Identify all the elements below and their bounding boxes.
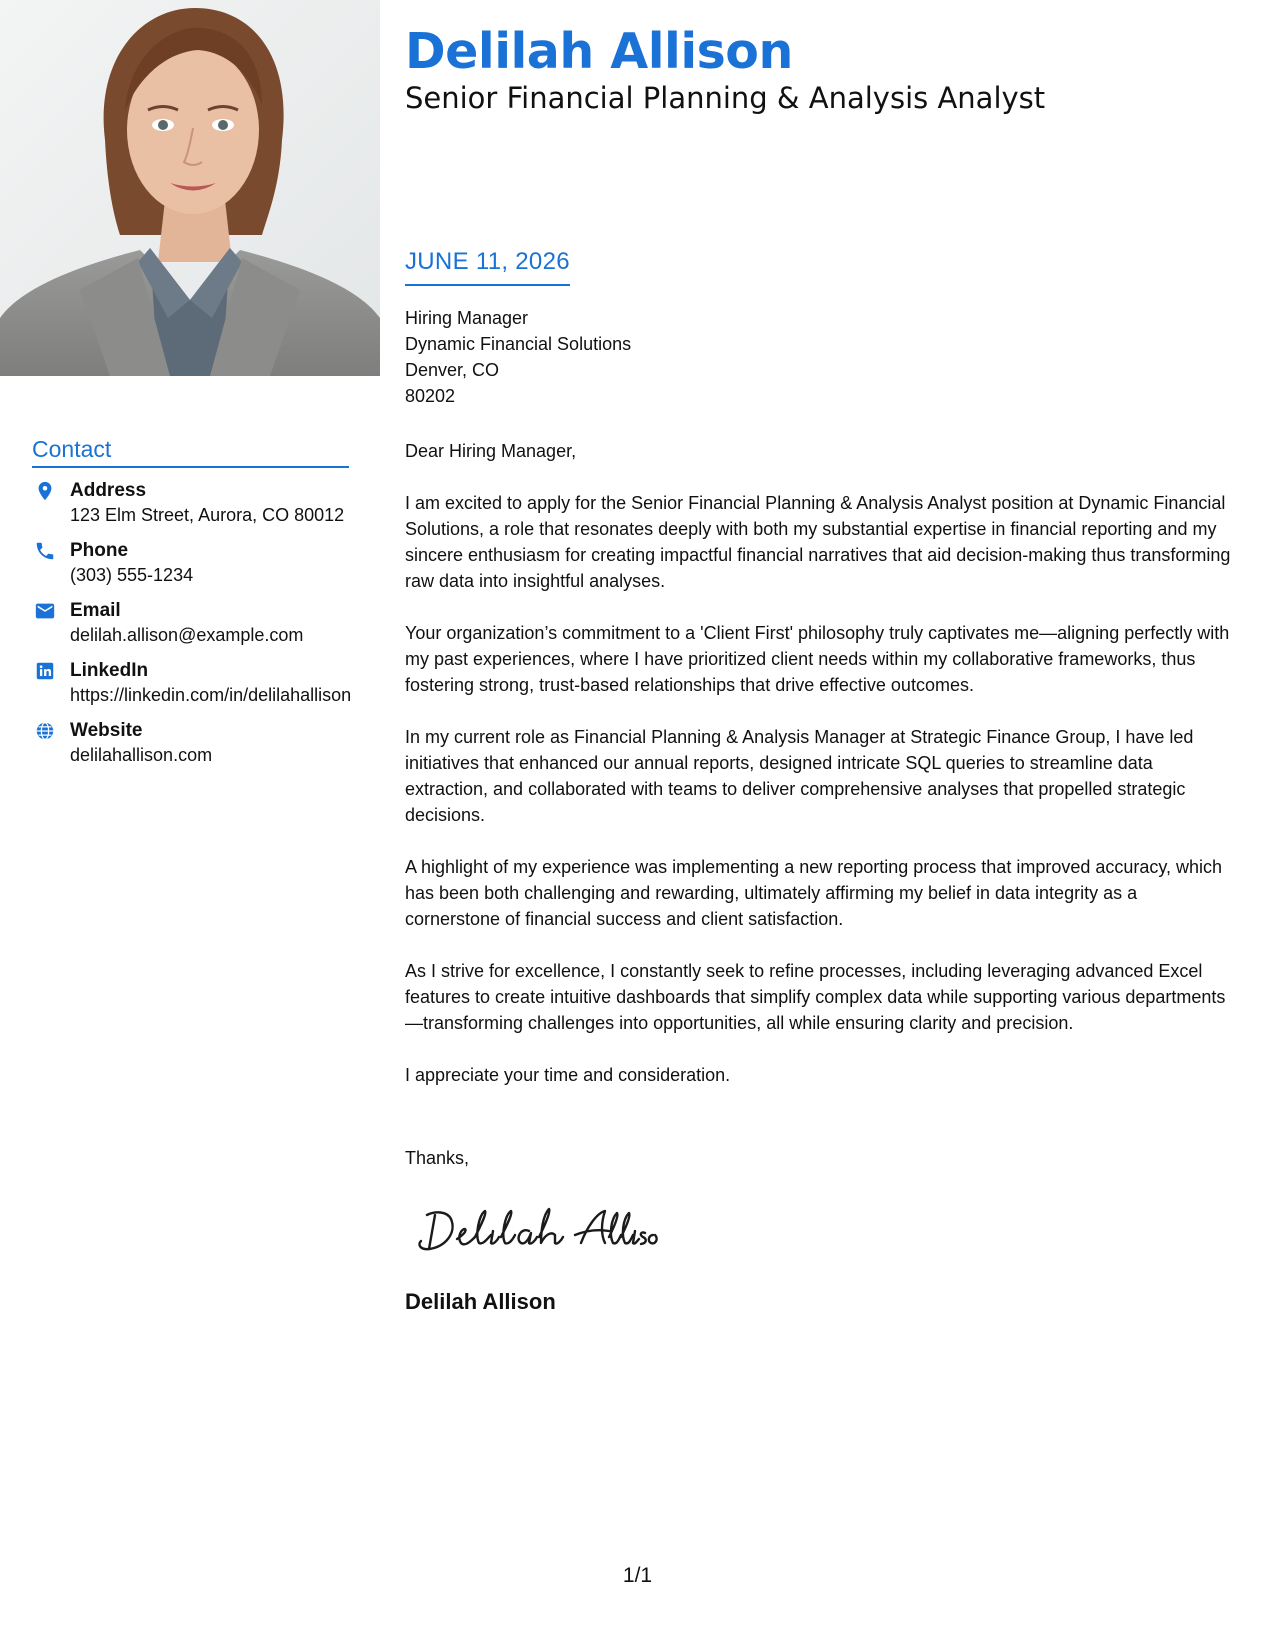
envelope-icon bbox=[34, 600, 56, 622]
contact-item-address bbox=[32, 478, 352, 528]
date-underline bbox=[405, 284, 570, 286]
contact-list bbox=[32, 478, 352, 778]
contact-label: LinkedIn bbox=[70, 660, 149, 681]
contact-item-phone bbox=[32, 538, 352, 588]
salutation: Dear Hiring Manager, bbox=[405, 441, 577, 461]
signer-name: Delilah Allison bbox=[405, 1289, 556, 1314]
phone-value: (303) 555-1234 bbox=[70, 565, 194, 585]
letter-body bbox=[405, 438, 1235, 1114]
job-title: Senior Financial Planning & Analysis Analyst bbox=[405, 81, 1046, 115]
contact-label: Website bbox=[70, 720, 143, 741]
letter-paragraph: I am excited to apply for the Senior Financial Planning & Analysis Analyst position at Dynamic Financial Solutions, a role that resonates deeply with both my substantial expertise in financial reporting and my sincere enthusiasm for creating impactful financial narratives that aid decision-making thus transforming raw data into insightful analyses. bbox=[405, 493, 1231, 591]
contact-item-linkedin bbox=[32, 658, 352, 708]
globe-icon bbox=[34, 720, 56, 742]
contact-heading: Contact bbox=[32, 436, 112, 462]
email-value[interactable]: delilah.allison@example.com bbox=[70, 625, 304, 645]
contact-item-email bbox=[32, 598, 352, 648]
profile-photo bbox=[0, 0, 380, 376]
closing: Thanks, bbox=[405, 1148, 470, 1168]
contact-label: Address bbox=[70, 480, 147, 501]
candidate-name: Delilah Allison bbox=[405, 23, 793, 80]
contact-item-website bbox=[32, 718, 352, 768]
letter-paragraph: A highlight of my experience was implementing a new reporting process that improved accuracy, which has been both challenging and rewarding, ultimately affirming my belief in data integrity as a cornerstone of financial success and client satisfaction. bbox=[405, 857, 1223, 929]
recipient-line: Denver, CO bbox=[405, 360, 500, 380]
letter-date: JUNE 11, 2026 bbox=[405, 248, 570, 275]
phone-icon bbox=[34, 540, 56, 562]
contact-label: Phone bbox=[70, 540, 129, 561]
letter-paragraph: In my current role as Financial Planning & Analysis Manager at Strategic Finance Group, I have led initiatives that enhanced our annual reports, designed intricate SQL queries to streamline data extraction, and collaborated with teams to deliver comprehensive analyses that propelled strategic decisions. bbox=[405, 727, 1194, 825]
recipient-line: 80202 bbox=[405, 386, 456, 406]
recipient-block bbox=[405, 305, 631, 409]
recipient-line: Hiring Manager bbox=[405, 308, 529, 328]
linkedin-value[interactable]: https://linkedin.com/in/delilahallison bbox=[70, 685, 352, 705]
handwritten-signature bbox=[405, 1195, 665, 1265]
address-value: 123 Elm Street, Aurora, CO 80012 bbox=[70, 505, 345, 525]
location-pin-icon bbox=[34, 480, 56, 502]
letter-paragraph: As I strive for excellence, I constantly seek to refine processes, including leveraging advanced Excel features to create intuitive dashboards that simplify complex data while supporting various departments—transforming challenges into opportunities, all while ensuring clarity and precision. bbox=[405, 961, 1226, 1033]
letter-paragraph: Your organization’s commitment to a 'Client First' philosophy truly captivates me—aligning perfectly with my past experiences, where I have prioritized client needs within my collaborative frameworks, thus fostering strong, trust-based relationships that drive effective outcomes. bbox=[405, 623, 1230, 695]
contact-underline bbox=[32, 466, 349, 468]
website-value[interactable]: delilahallison.com bbox=[70, 745, 213, 765]
linkedin-icon bbox=[34, 660, 56, 682]
header bbox=[405, 20, 1235, 116]
recipient-line: Dynamic Financial Solutions bbox=[405, 334, 632, 354]
letter-paragraph: I appreciate your time and consideration. bbox=[405, 1065, 731, 1085]
contact-label: Email bbox=[70, 600, 121, 621]
page-number: 1/1 bbox=[622, 1564, 653, 1587]
